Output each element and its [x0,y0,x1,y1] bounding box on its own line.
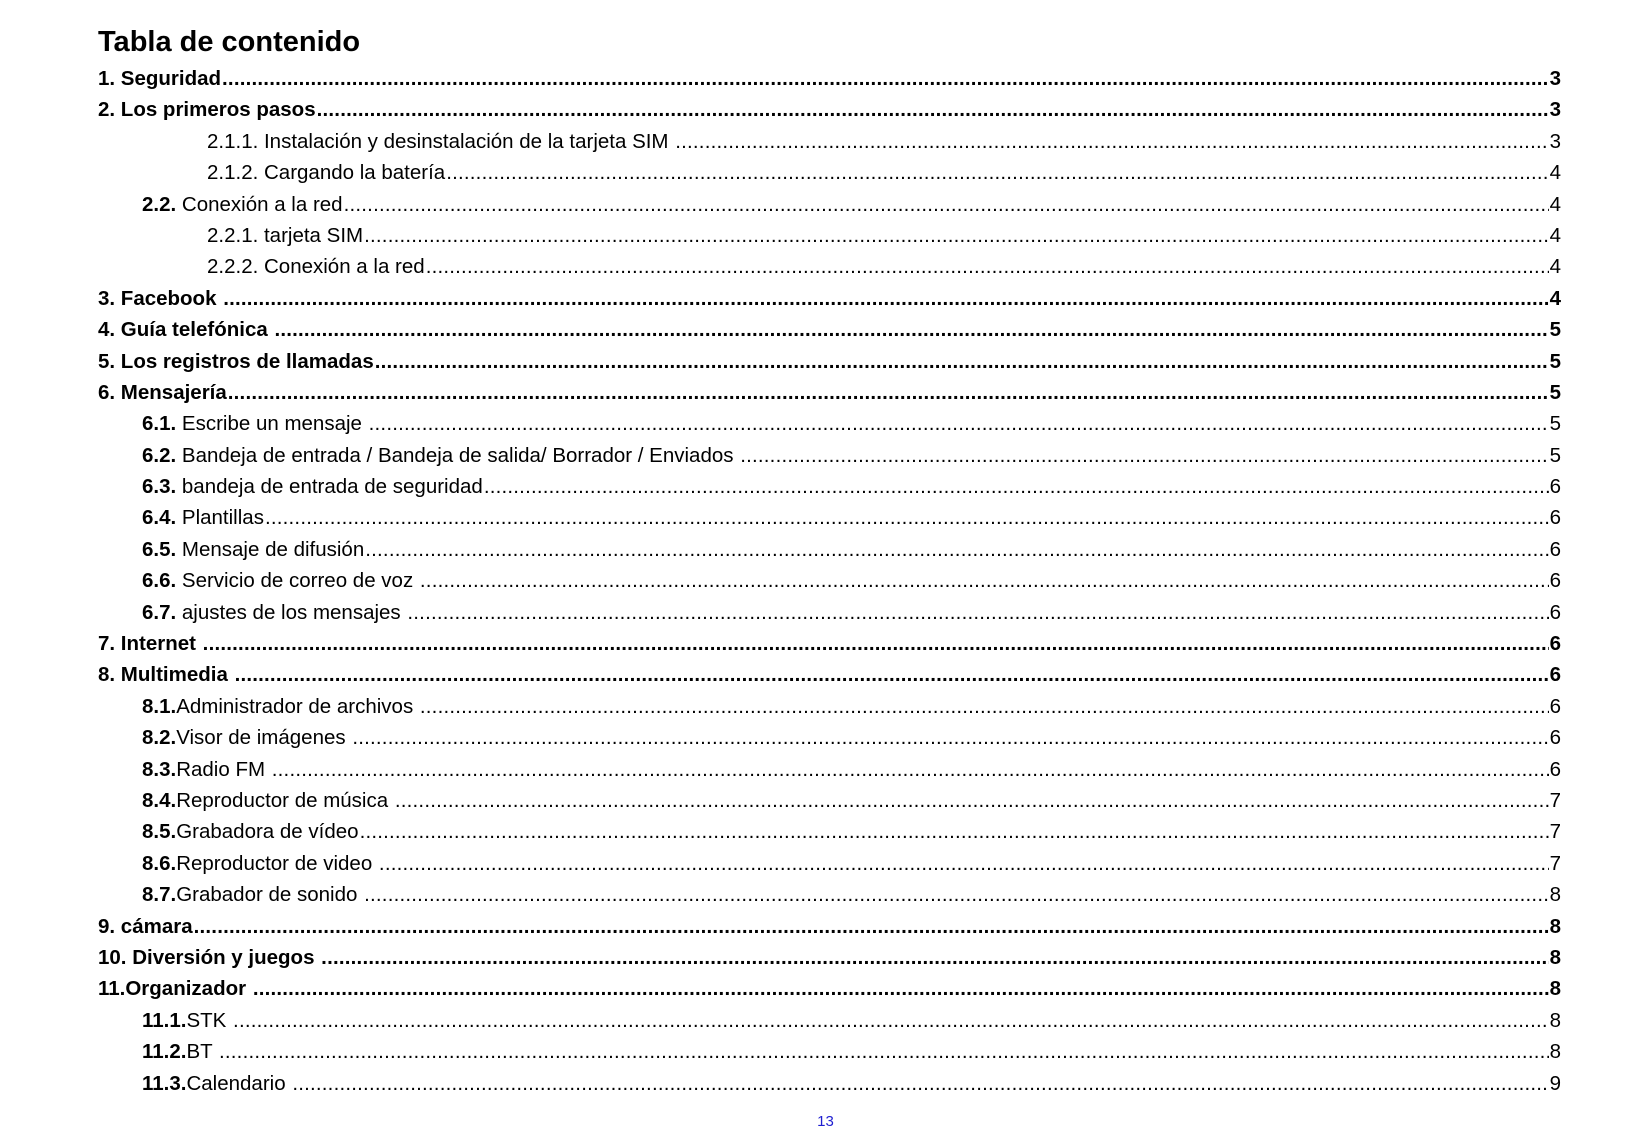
toc-entry-label [142,440,739,471]
toc-entry[interactable] [98,659,1561,690]
toc-entry-page: 8 [1549,1040,1561,1064]
toc-entry-number: 8.2. [142,726,177,750]
toc-entry[interactable] [98,973,1561,1004]
toc-entry-number: 8.1. [142,694,177,718]
toc-entry-number: 2. Los primeros pasos [98,98,316,122]
toc-entry[interactable] [98,283,1561,314]
toc-entry-page: 6 [1549,537,1561,561]
toc-entry-label [142,189,343,220]
toc-entry-text: bandeja de entrada de seguridad [176,475,483,499]
toc-entry-label [142,1005,232,1036]
toc-entry-text: ajustes de los mensajes [176,600,407,624]
toc-leader-dots [484,471,1549,502]
toc-entry-page: 6 [1549,600,1561,624]
toc-entry-number: 8.5. [142,820,177,844]
toc-entry-label [98,911,193,942]
toc-leader-dots [194,911,1549,942]
toc-entry-label [98,283,222,314]
toc-entry-page: 7 [1549,820,1561,844]
toc-leader-dots [219,1036,1549,1067]
toc-entry-label [142,879,363,910]
toc-entry-text: 2.2.2. Conexión a la red [207,255,425,279]
toc-entry-page: 4 [1549,223,1561,247]
page-number: 13 [817,1113,834,1130]
toc-entry-text: Plantillas [176,506,264,530]
toc-entry[interactable] [98,189,1561,220]
toc-leader-dots [364,220,1548,251]
toc-leader-dots [352,722,1548,753]
toc-entry[interactable] [98,471,1561,502]
toc-entry-page: 6 [1549,506,1561,530]
toc-entry-number: 5. Los registros de llamadas [98,349,374,373]
toc-entry-number: 6.3. [142,475,177,499]
toc-entry-page: 8 [1549,914,1561,938]
toc-entry-label [98,628,202,659]
toc-entry[interactable] [98,597,1561,628]
toc-entry[interactable] [98,534,1561,565]
toc-entry-label [142,785,394,816]
toc-entry-number: 11.1. [142,1008,187,1032]
toc-leader-dots [233,1005,1549,1036]
toc-entry[interactable] [98,1005,1561,1036]
toc-leader-dots [274,314,1548,345]
toc-entry-text: Bandeja de entrada / Bandeja de salida/ Borrador / Enviados [176,443,740,467]
toc-entry-page: 3 [1549,98,1561,122]
toc-entry[interactable] [98,942,1561,973]
toc-entry-page: 8 [1549,883,1561,907]
toc-entry-label [142,816,359,847]
toc-entry-page: 8 [1549,945,1561,969]
toc-entry-number: 11.Organizador [98,977,252,1001]
toc-entry-label [98,314,273,345]
toc-leader-dots [420,691,1549,722]
toc-entry[interactable] [98,502,1561,533]
toc-entry-label [98,346,374,377]
toc-leader-dots [740,440,1548,471]
toc-entry-number: 6.2. [142,443,177,467]
toc-entry[interactable] [98,63,1561,94]
toc-leader-dots [395,785,1549,816]
toc-entry-text: Reproductor de música [176,788,394,812]
toc-entry[interactable] [98,1036,1561,1067]
toc-leader-dots [360,816,1549,847]
toc-entry-number: 6. Mensajería [98,380,227,404]
toc-entry-label [98,63,221,94]
toc-leader-dots [253,973,1549,1004]
toc-entry[interactable] [98,816,1561,847]
toc-leader-dots [292,1068,1548,1099]
toc-entry[interactable] [98,691,1561,722]
toc-leader-dots [420,565,1549,596]
toc-entry-page: 6 [1549,694,1561,718]
toc-entry-label [142,1036,218,1067]
toc-entry-label [142,722,351,753]
toc-entry-number: 8.4. [142,788,177,812]
toc-entry[interactable] [98,94,1561,125]
toc-entry-number: 8.7. [142,883,177,907]
toc-entry-text: Visor de imágenes [176,726,352,750]
toc-leader-dots [344,189,1549,220]
toc-entry-number: 8.3. [142,757,177,781]
toc-entry-label [142,848,378,879]
toc-leader-dots [364,879,1548,910]
toc-entry[interactable] [98,126,1561,157]
toc-entry-page: 9 [1549,1071,1561,1095]
toc-entry-page: 6 [1549,632,1561,656]
toc-leader-dots [317,94,1549,125]
toc-entry-number: 3. Facebook [98,286,223,310]
toc-entry-number: 6.6. [142,569,177,593]
toc-entry-page: 6 [1549,726,1561,750]
toc-entry-number: 6.1. [142,412,177,436]
toc-entry-number: 2.2. [142,192,177,216]
toc-entry[interactable] [98,314,1561,345]
toc-leader-dots [379,848,1549,879]
toc-entry-label [98,377,227,408]
toc-entry-label [98,973,252,1004]
toc-entry[interactable] [98,157,1561,188]
toc-entry[interactable] [98,628,1561,659]
toc-entry-page: 4 [1549,255,1561,279]
toc-leader-dots [365,534,1548,565]
toc-entry-label [207,157,445,188]
toc-entry-page: 7 [1549,851,1561,875]
toc-entry-text: STK [186,1008,233,1032]
toc-entry-text: Radio FM [176,757,271,781]
toc-entry[interactable] [98,754,1561,785]
toc-entry[interactable] [98,911,1561,942]
toc-entry-page: 5 [1549,380,1561,404]
toc-entry-page: 8 [1549,977,1561,1001]
toc-entry-text: Servicio de correo de voz [176,569,419,593]
toc-entry-label [98,94,316,125]
toc-entry-page: 4 [1549,286,1561,310]
toc-entry-label [98,942,320,973]
toc-entry[interactable] [98,220,1561,251]
toc-leader-dots [375,346,1549,377]
toc-leader-dots [446,157,1548,188]
toc-entry-page: 6 [1549,757,1561,781]
toc-entry-page: 5 [1549,349,1561,373]
toc-entry-text: Grabador de sonido [176,883,364,907]
toc-entry-page: 5 [1549,318,1561,342]
toc-entry-page: 6 [1549,475,1561,499]
toc-entry-number: 10. Diversión y juegos [98,945,321,969]
toc-entry-text: Escribe un mensaje [176,412,368,436]
toc-entry-label [142,471,483,502]
toc-leader-dots [222,63,1549,94]
toc-entry[interactable] [98,346,1561,377]
toc-entry-label [207,220,363,251]
toc-entry-label [142,534,364,565]
toc-entry-number: 11.3. [142,1071,187,1095]
toc-entry-number: 6.5. [142,537,177,561]
toc-entry[interactable] [98,722,1561,753]
toc-entry[interactable] [98,440,1561,471]
toc-entry-page: 6 [1549,663,1561,687]
toc-leader-dots [223,283,1548,314]
toc-leader-dots [235,659,1549,690]
toc-entry-label [142,408,368,439]
toc-entry-text: Calendario [186,1071,292,1095]
toc-entry[interactable] [98,565,1561,596]
toc-entry[interactable] [98,408,1561,439]
toc-entry-number: 4. Guía telefónica [98,318,274,342]
toc-entry-number: 1. Seguridad [98,67,222,90]
toc-leader-dots [675,126,1548,157]
toc-entry-label [142,1068,291,1099]
toc-entry-number: 8. Multimedia [98,663,234,687]
toc-entry-number: 7. Internet [98,632,202,656]
toc-entry-page: 5 [1549,443,1561,467]
toc-leader-dots [369,408,1549,439]
toc-entry-text: Conexión a la red [176,192,343,216]
toc-leader-dots [203,628,1549,659]
toc-entry-number: 9. cámara [98,914,193,938]
toc-entry[interactable] [98,1068,1561,1099]
toc-entry-number: 11.2. [142,1040,187,1064]
toc-entry-text: Reproductor de video [176,851,378,875]
toc-entry-label [142,565,419,596]
toc-entry-number: 8.6. [142,851,177,875]
toc-entry-text: 2.1.1. Instalación y desinstalación de la tarjeta SIM [207,129,675,153]
toc-entry-number: 6.7. [142,600,177,624]
toc-entry-text: BT [186,1040,218,1064]
toc-leader-dots [272,754,1549,785]
toc-leader-dots [265,502,1549,533]
toc-entry-text: Grabadora de vídeo [176,820,359,844]
toc-entry-page: 8 [1549,1008,1561,1032]
toc-entry-label [142,502,264,533]
toc-entry-page: 3 [1549,67,1561,90]
toc-entry[interactable] [98,785,1561,816]
toc-entry-page: 4 [1549,161,1561,185]
toc-entry-label [142,691,419,722]
toc-entry[interactable] [98,251,1561,282]
toc-entry-page: 6 [1549,569,1561,593]
table-of-contents [98,63,1561,1099]
toc-entry-page: 3 [1549,129,1561,153]
toc-entry[interactable] [98,879,1561,910]
page-title: Tabla de contenido [98,26,361,58]
toc-entry[interactable] [98,848,1561,879]
toc-entry-text: 2.2.1. tarjeta SIM [207,223,364,247]
toc-entry-page: 7 [1549,788,1561,812]
toc-entry-page: 5 [1549,412,1561,436]
toc-entry-label [142,597,406,628]
toc-entry-text: Mensaje de difusión [176,537,365,561]
toc-leader-dots [228,377,1549,408]
toc-entry[interactable] [98,377,1561,408]
toc-leader-dots [426,251,1549,282]
toc-entry-text: Administrador de archivos [176,694,419,718]
toc-entry-label [207,251,425,282]
toc-entry-number: 6.4. [142,506,177,530]
toc-leader-dots [407,597,1548,628]
toc-entry-label [207,126,674,157]
toc-entry-label [142,754,271,785]
toc-entry-page: 4 [1549,192,1561,216]
toc-entry-text: 2.1.2. Cargando la batería [207,161,446,185]
toc-leader-dots [321,942,1548,973]
toc-entry-label [98,659,234,690]
